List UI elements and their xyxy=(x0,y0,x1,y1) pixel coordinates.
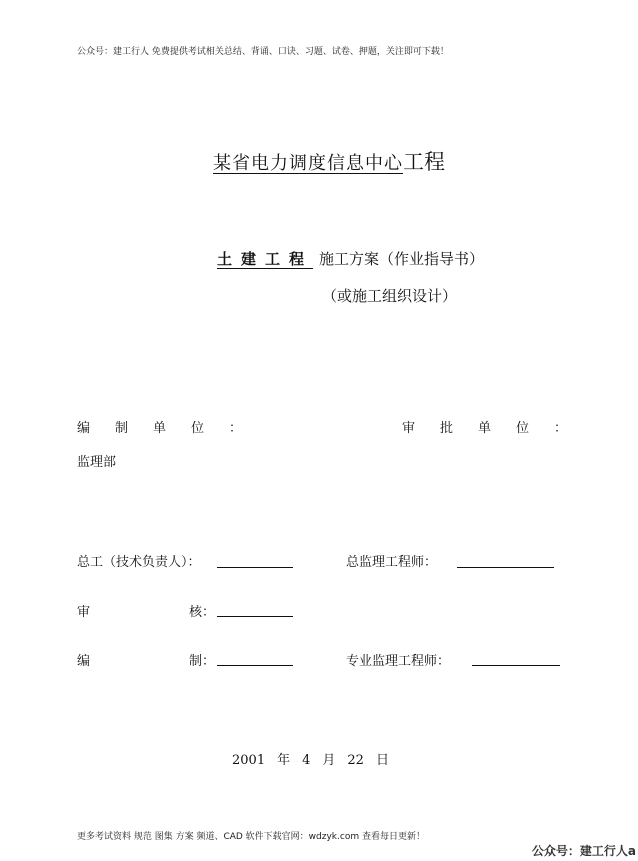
chief-engineer-label: 总工（技术负责人）： xyxy=(77,555,201,570)
project-suffix: 工程 xyxy=(403,150,445,174)
compile-label-2: 制： xyxy=(189,654,216,669)
review-label-2: 核： xyxy=(189,605,216,620)
approve-unit-label: 审批单位： xyxy=(402,421,593,436)
date-day: 22 xyxy=(347,753,364,768)
project-name: 某省电力调度信息中心 xyxy=(213,153,403,174)
project-title xyxy=(213,146,445,176)
chief-supervisor-line xyxy=(457,567,554,568)
watermark: 公众号：建工行人a xyxy=(531,844,636,858)
plan-subtitle: （或施工组织设计） xyxy=(322,287,458,305)
chief-engineer-line xyxy=(217,567,293,568)
chief-supervisor-label: 总监理工程师： xyxy=(346,555,438,570)
plan-title xyxy=(217,248,484,269)
date-month-unit: 月 xyxy=(322,753,336,768)
date-day-unit: 日 xyxy=(375,753,389,768)
date xyxy=(232,749,401,768)
review-line xyxy=(217,616,293,617)
specialist-supervisor-line xyxy=(472,665,560,666)
specialist-supervisor-label: 专业监理工程师： xyxy=(346,654,451,669)
compile-line xyxy=(217,665,293,666)
plan-title-text: 施工方案（作业指导书） xyxy=(319,250,485,268)
footer-note: 更多考试资料 规范 图集 方案 频道、CAD 软件下载官网：wdzyk.com 查看每日更新！ xyxy=(77,832,425,842)
date-year: 2001 xyxy=(232,753,266,768)
compile-unit-label: 编制单位： xyxy=(77,421,268,436)
date-year-unit: 年 xyxy=(277,753,291,768)
review-label-1: 审 xyxy=(77,605,91,620)
plan-specialty: 土建工程 xyxy=(217,250,314,268)
approve-unit-value: 监理部 xyxy=(77,455,117,470)
compile-label-1: 编 xyxy=(77,654,91,669)
header-note: 公众号：建工行人 免费提供考试相关总结、背诵、口诀、习题、试卷、押题，关注即可下载！ xyxy=(77,47,449,57)
date-month: 4 xyxy=(302,753,311,768)
